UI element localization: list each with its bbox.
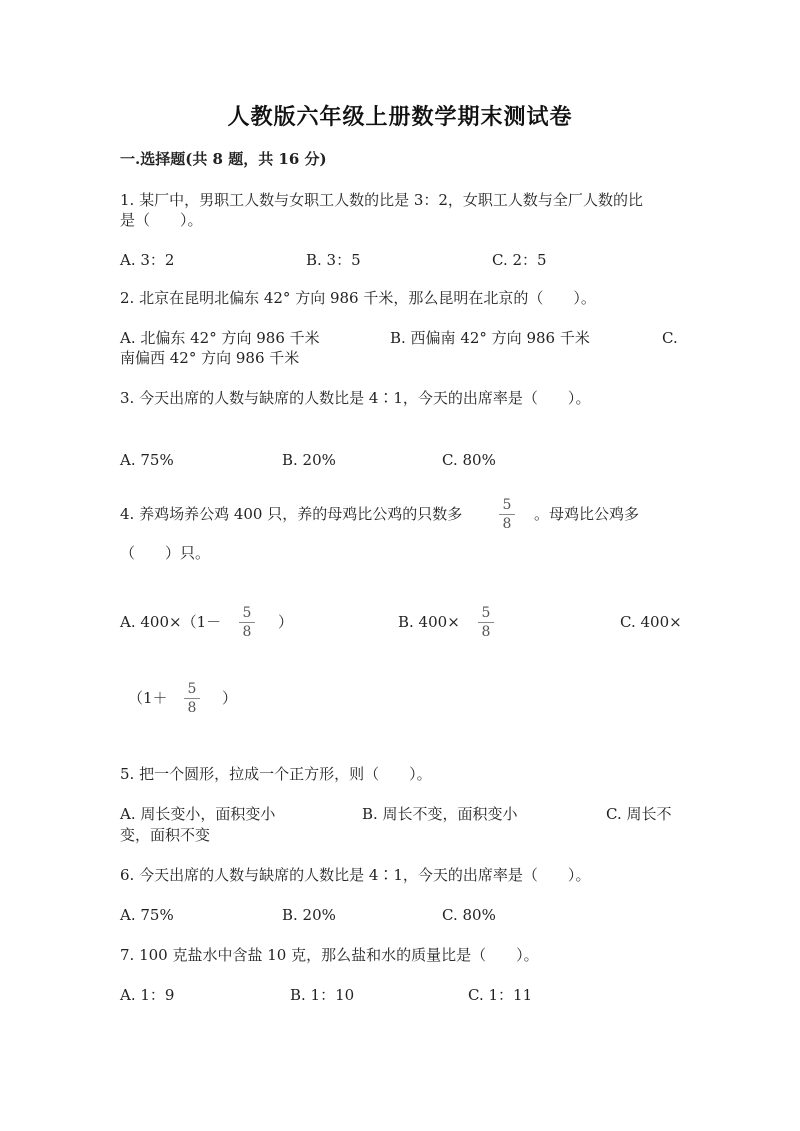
option-c[interactable]: C. 80% xyxy=(442,906,496,924)
option-b[interactable]: B. 20% xyxy=(282,906,336,924)
question-5-stem: 5. 把一个圆形，拉成一个正方形，则（ ）。 xyxy=(120,765,432,783)
option-b[interactable]: B. 400× xyxy=(398,613,460,631)
page-title: 人教版六年级上册数学期末测试卷 xyxy=(227,104,573,130)
question-3-stem: 3. 今天出席的人数与缺席的人数比是 4∶1，今天的出席率是（ ）。 xyxy=(120,389,591,407)
question-4-stem-part2: 。母鸡比公鸡多 xyxy=(534,505,640,523)
question-2-stem: 2. 北京在昆明北偏东 42° 方向 986 千米，那么昆明在北京的（ ）。 xyxy=(120,289,596,307)
fraction-five-eighths xyxy=(477,605,495,640)
option-c-continued[interactable]: （1＋ xyxy=(128,689,168,707)
option-c[interactable]: C. 1：11 xyxy=(468,986,533,1004)
option-c-close[interactable]: ） xyxy=(222,689,238,707)
option-a[interactable]: A. 400×（1－ xyxy=(120,613,222,631)
fraction-denominator: 8 xyxy=(481,624,491,640)
option-b[interactable]: B. 周长不变，面积变小 xyxy=(362,805,518,823)
option-a[interactable]: A. 75% xyxy=(120,906,174,924)
option-c-continued[interactable]: 南偏西 42° 方向 986 千米 xyxy=(120,349,300,367)
option-c-continued[interactable]: 变，面积不变 xyxy=(120,826,211,844)
fraction-five-eighths xyxy=(498,497,516,532)
fraction-numerator: 5 xyxy=(187,681,197,697)
option-b[interactable]: B. 西偏南 42° 方向 986 千米 xyxy=(390,329,590,347)
section-heading: 一.选择题(共 8 题，共 16 分) xyxy=(120,150,327,168)
fraction-denominator: 8 xyxy=(502,516,512,532)
option-a[interactable]: A. 北偏东 42° 方向 986 千米 xyxy=(120,329,320,347)
option-a[interactable]: A. 1：9 xyxy=(120,986,175,1004)
fraction-five-eighths xyxy=(238,605,256,640)
fraction-bar xyxy=(239,622,255,623)
fraction-numerator: 5 xyxy=(242,605,252,621)
option-a-close[interactable]: ） xyxy=(278,613,294,631)
question-6-stem: 6. 今天出席的人数与缺席的人数比是 4∶1，今天的出席率是（ ）。 xyxy=(120,866,591,884)
option-c[interactable]: C. xyxy=(662,329,678,347)
fraction-numerator: 5 xyxy=(502,497,512,513)
question-4-stem-line2: （ ）只。 xyxy=(120,544,211,562)
fraction-bar xyxy=(499,514,515,515)
fraction-numerator: 5 xyxy=(481,605,491,621)
fraction-denominator: 8 xyxy=(187,700,197,716)
fraction-bar xyxy=(184,698,200,699)
option-c[interactable]: C. 周长不 xyxy=(606,805,672,823)
fraction-denominator: 8 xyxy=(242,624,252,640)
fraction-five-eighths xyxy=(183,681,201,716)
option-c[interactable]: C. 400× xyxy=(620,613,682,631)
option-b[interactable]: B. 1：10 xyxy=(290,986,355,1004)
option-c[interactable]: C. 2：5 xyxy=(492,251,547,269)
fraction-bar xyxy=(478,622,494,623)
question-1-stem-line2: 是（ ）。 xyxy=(120,211,203,229)
option-b[interactable]: B. 20% xyxy=(282,451,336,469)
option-c[interactable]: C. 80% xyxy=(442,451,496,469)
question-7-stem: 7. 100 克盐水中含盐 10 克，那么盐和水的质量比是（ ）。 xyxy=(120,946,539,964)
question-4-stem-part1: 4. 养鸡场养公鸡 400 只，养的母鸡比公鸡的只数多 xyxy=(120,505,463,523)
question-1-stem-line1: 1. 某厂中，男职工人数与女职工人数的比是 3：2，女职工人数与全厂人数的比 xyxy=(120,191,643,209)
option-a[interactable]: A. 3：2 xyxy=(120,251,175,269)
option-a[interactable]: A. 75% xyxy=(120,451,174,469)
option-a[interactable]: A. 周长变小，面积变小 xyxy=(120,805,276,823)
option-b[interactable]: B. 3：5 xyxy=(306,251,361,269)
